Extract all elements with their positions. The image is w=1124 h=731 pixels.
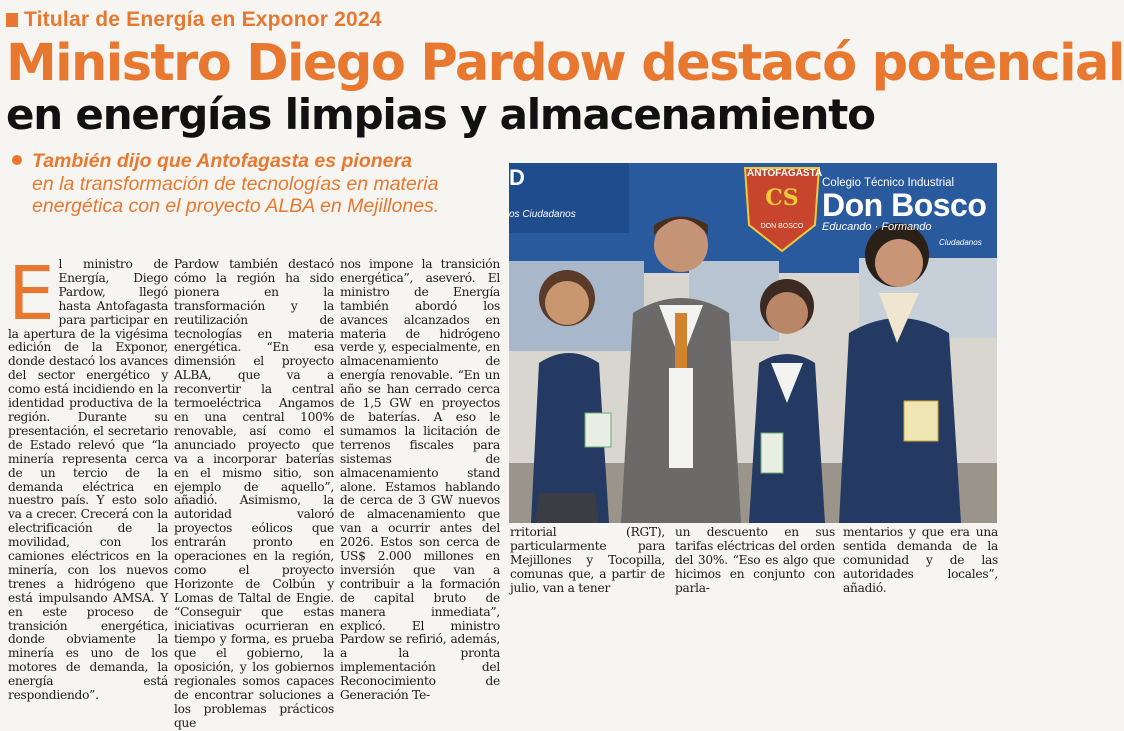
subhead-bold: También dijo que Antofagasta es pionera: [32, 150, 412, 172]
crest-letters: CS: [765, 185, 799, 211]
article-bottom-2: un descuento en sus tarifas eléctricas del orden del 30%. “Eso es algo que hicimos en conjunto con parla-: [675, 525, 835, 595]
headline-line-2: en energías limpias y almacenamiento: [6, 90, 875, 139]
column-1-text: l ministro de Energía, Diego Pardow, llegó hasta Antofagasta para participar en la apertura de la vigésima edición de la Exponor, donde destacó los avances del sector energético y como está incidiendo en la identidad productiva de la región. Durante su presentación, el secretario de Estado relevó que “la minería representa cerca de un tercio de la demanda eléctrica en nuestro país. Y esto solo va a crecer. Crecerá con la electrificación de la movilidad, con los camiones eléctricos en la minería, con los nuevos trenes a hidrógeno que está impulsando AMSA. Y en este proceso de transición energética, donde obviamente la minería es uno de los motores de demanda, la energía está respondiendo”.: [8, 257, 168, 703]
headline-line-1: Ministro Diego Pardow destacó potencial: [6, 34, 1124, 93]
dropcap: E: [8, 251, 55, 337]
school-line-3: Educando · Formando: [822, 221, 932, 233]
kicker-square-icon: [6, 13, 18, 27]
banner-left-fragment: D: [509, 165, 525, 190]
banner-left-caption: os Ciudadanos: [509, 209, 576, 220]
crest-name: ANTOFAGASTA: [747, 168, 823, 179]
school-line-1: Colegio Técnico Industrial: [822, 177, 955, 189]
article-column-3: nos impone la transición energética”, aseveró. El ministro de Energía también abordó los avances alcanzados en materia de hidrógeno verde y, especialmente, en almacenamiento de energía renovable. “En un año se han cerrado cerca de 1,5 GW en proyectos de baterías. A eso le sumamos la licitación de terrenos fiscales para sistemas de almacenamiento stand alone. Estamos hablando de cerca de 3 GW nuevos de almacenamiento que van a ocurrir antes del 2026. Estos son cerca de US$ 2.000 millones en inversión que van a contribuir a la formación de capital bruto de manera inmediata”, explicó. El ministro Pardow se refirió, además, a la pronta implementación del Reconocimiento de Generación Te-: [340, 257, 500, 703]
banner-right-caption: Ciudadanos: [939, 238, 982, 247]
article-bottom-3: mentarios y que era una sentida demanda de la comunidad y de las autoridades locales”, añadió.: [843, 525, 998, 595]
crest-foot: DON BOSCO: [760, 223, 804, 230]
article-column-1: [8, 251, 168, 703]
kicker-text: Titular de Energía en Exponor 2024: [24, 8, 382, 31]
article-bottom-1: rritorial (RGT), particularmente para Mejillones y Tocopilla, comunas que, a partir de julio, van a tener: [510, 525, 665, 595]
school-line-2: Don Bosco: [822, 187, 987, 223]
article-photo: [509, 163, 997, 523]
subhead-rest: en la transformación de tecnologías en materia energética con el proyecto ALBA en Mejillones.: [32, 172, 440, 218]
section-kicker: [6, 6, 382, 34]
article-column-2: Pardow también destacó cómo la región ha sido pionera en la transformación y la reutilización de tecnologías en materia energética. “En esa dimensión el proyecto ALBA, que va a reconvertir la central termoeléctrica Angamos en una central 100% renovable, así como el anunciado proyecto que va a incorporar baterías en el mismo sitio, son ejemplo de aquello”, añadió. Asimismo, la autoridad valoró proyectos eólicos que entrarán pronto en operaciones en la región, como el proyecto Horizonte de Colbún y Lomas de Taltal de Engie. “Conseguir que estas iniciativas ocurrieran en tiempo y forma, es prueba que el gobierno, la oposición, y los gobiernos regionales somos capaces de encontrar soluciones a los problemas prácticos que: [174, 257, 334, 730]
school-banner: [822, 177, 986, 233]
bullet-icon: [12, 155, 22, 165]
subhead: [12, 150, 492, 218]
